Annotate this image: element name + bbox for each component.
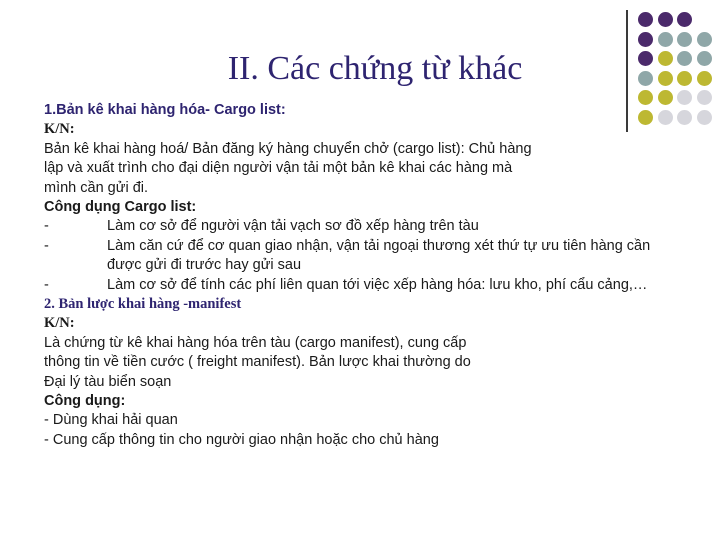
section2-definition-line-2: thông tin về tiền cước ( freight manifest). Bản lược khai thường do — [44, 354, 471, 371]
bullet-dash: - — [44, 218, 49, 235]
decorative-dot — [638, 32, 653, 47]
decorative-dot — [677, 71, 692, 86]
section2-usage-label: Công dụng: — [44, 392, 126, 409]
section1-definition-line-2: lập và xuất trình cho đại diện người vận tải một bản kê khai các hàng mà — [44, 160, 513, 177]
section2-heading: 2. Bản lược khai hàng -manifest — [44, 295, 242, 312]
section2-kn-label: K/N: — [44, 315, 75, 332]
decorative-dot — [638, 51, 653, 66]
bullet-item-1 — [44, 217, 684, 236]
decorative-dot — [697, 51, 712, 66]
decorative-dot — [697, 32, 712, 47]
decorative-dot — [677, 32, 692, 47]
bullet-item-3 — [44, 276, 684, 295]
slide-body — [44, 101, 684, 450]
section1-definition-line-3: mình cần gửi đi. — [44, 179, 149, 196]
section2-definition-line-3: Đại lý tàu biển soạn — [44, 373, 172, 390]
decorative-dot — [697, 90, 712, 105]
section2-usage-item-1: - Dùng khai hải quan — [44, 412, 178, 429]
bullet-dash: - — [44, 237, 49, 254]
bullet-text: Làm cơ sở để người vận tải vạch sơ đồ xếp hàng trên tàu — [107, 218, 479, 235]
decorative-dot — [638, 12, 653, 27]
decorative-dot — [658, 12, 673, 27]
decorative-dot — [638, 71, 653, 86]
decorative-dot — [658, 71, 673, 86]
decorative-dot — [677, 51, 692, 66]
slide-title: II. Các chứng từ khác — [227, 50, 523, 87]
section2-definition-line-1: Là chứng từ kê khai hàng hóa trên tàu (cargo manifest), cung cấp — [44, 334, 467, 351]
decorative-dot — [677, 12, 692, 27]
decorative-dot — [697, 110, 712, 125]
decorative-dot — [658, 32, 673, 47]
section1-usage-label: Công dụng Cargo list: — [44, 198, 197, 215]
bullet-text: Làm cơ sở để tính các phí liên quan tới việc xếp hàng hóa: lưu kho, phí cẩu cảng,… — [107, 276, 648, 293]
bullet-dash: - — [44, 276, 49, 293]
decorative-dot — [658, 51, 673, 66]
section1-heading: 1.Bản kê khai hàng hóa- Cargo list: — [44, 102, 286, 118]
section1-kn-label: K/N: — [44, 121, 75, 138]
section2-usage-item-2: - Cung cấp thông tin cho người giao nhận hoặc cho chủ hàng — [44, 431, 439, 448]
bullet-item-2 — [44, 237, 684, 276]
bullet-text: Làm căn cứ để cơ quan giao nhận, vận tải ngoại thương xét thứ tự ưu tiên hàng cần được gửi đi trước hay gửi sau — [107, 237, 651, 274]
decorative-dot — [697, 71, 712, 86]
section1-definition-line-1: Bản kê khai hàng hoá/ Bản đăng ký hàng chuyển chở (cargo list): Chủ hàng — [44, 140, 532, 157]
